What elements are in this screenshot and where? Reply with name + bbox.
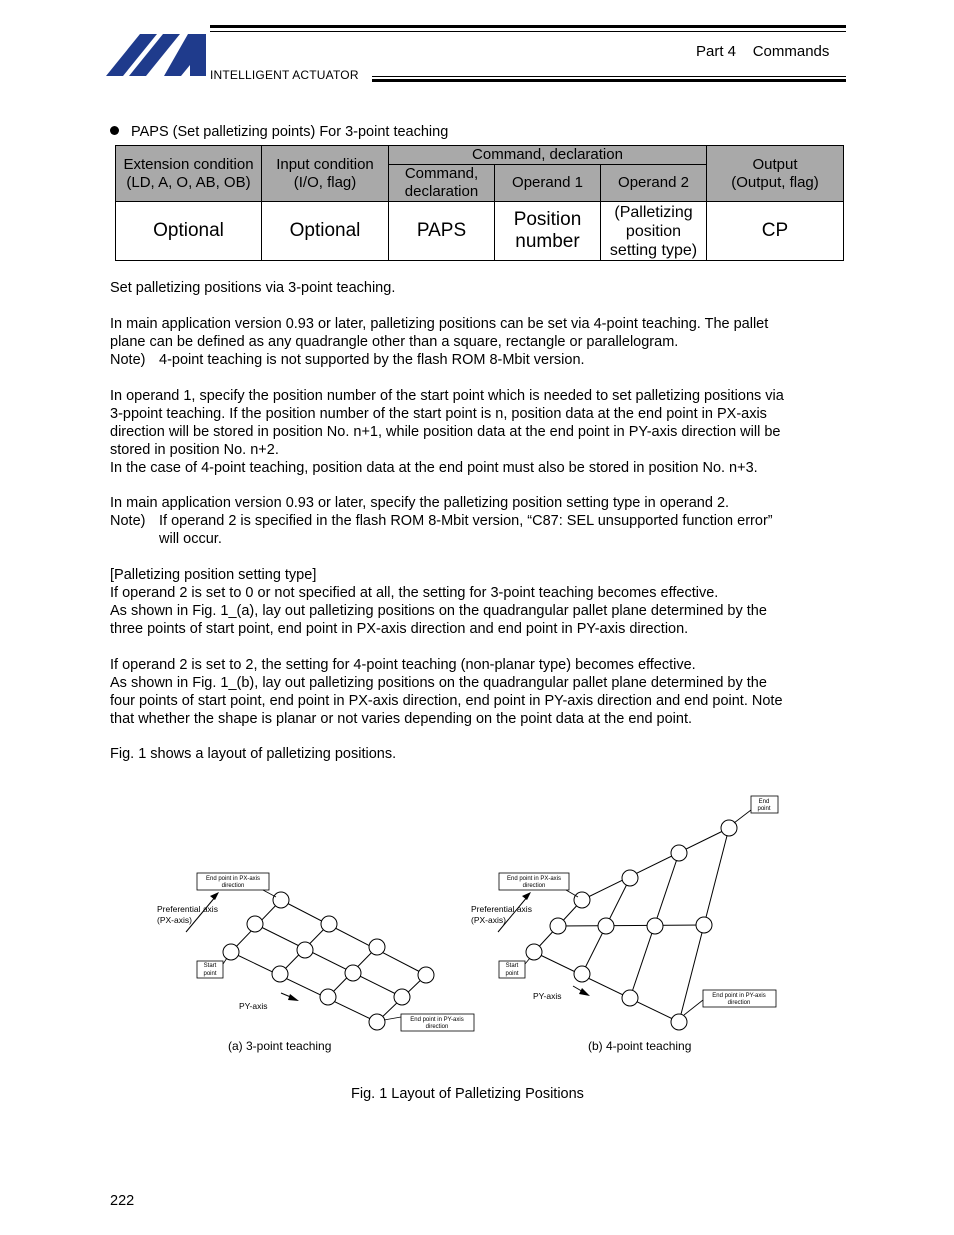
figure-b-end-label-2: point (757, 806, 771, 812)
figure-b-diagram (465, 793, 785, 1038)
figure-b-px-end-label-2: direction (522, 883, 546, 889)
figure-a-py-axis-label: PY-axis (239, 1001, 268, 1011)
brand-name: INTELLIGENT ACTUATOR (210, 68, 359, 82)
figure-a-px-end-label-2: direction (221, 883, 245, 889)
header-command: Command, declaration (389, 165, 495, 202)
cell-extension: Optional (116, 202, 262, 261)
figure-b-py-end-label-1: End point in PY-axis (712, 993, 766, 999)
figure-a-px-arrow (186, 896, 216, 932)
figure-b-pref-label-1: Preferential axis (471, 904, 532, 914)
iai-logo-icon (104, 33, 209, 78)
header-rule-bottom-thick (372, 79, 846, 82)
paragraph-5: [Palletizing position setting type] If operand 2 is set to 0 or not specified at all, the setting for 3-point teaching becomes effective. As shown in Fig. 1_(a), lay out palletizing positions on the quadrangular pallet plane determined by the three points of start point, end point in PX-axis direction and end point in PY-axis direction. (110, 567, 767, 637)
header-output: Output (Output, flag) (707, 146, 844, 202)
header-input-condition: Input condition (I/O, flag) (262, 146, 389, 202)
figure-a-px-end-label-1: End point in PX-axis (205, 876, 261, 882)
header-rule-bottom-thin (372, 76, 846, 77)
figure-b-caption: (b) 4-point teaching (588, 1039, 692, 1053)
figure-b-py-arrowhead (579, 988, 590, 996)
figure-a-py-end-label-2: direction (425, 1024, 449, 1030)
figure-b-px-arrow (498, 896, 528, 932)
figure-a-py-end-label-1: End point in PY-axis (410, 1017, 464, 1023)
figure-a-start-label-1: Start (203, 963, 217, 969)
header-operand2: Operand 2 (601, 165, 707, 202)
header-extension-condition: Extension condition (LD, A, O, AB, OB) (116, 146, 262, 202)
figure-a-diagram (150, 865, 480, 1040)
paragraph-1: Set palletizing positions via 3-point teaching. (110, 280, 396, 296)
section-bullet: PAPS (Set palletizing points) For 3-point teaching (110, 124, 448, 140)
figure-a-pref-label-1: Preferential axis (157, 904, 218, 914)
figure-a-px-arrowhead (210, 892, 219, 900)
header-command-group: Command, declaration (389, 146, 707, 165)
cell-operand2: (Palletizing position setting type) (601, 202, 707, 261)
paragraph-2: In main application version 0.93 or later, palletizing positions can be set via 4-point teaching. The pallet plane can be defined as any quadrangle other than a square, rectangle or parallelogram. Note) 4-point teaching is not supported by the flash ROM 8-Mbit version. (110, 316, 769, 368)
figure-b-py-end-label-2: direction (727, 1000, 751, 1006)
paragraph-6: If operand 2 is set to 2, the setting for 4-point teaching (non-planar type) becomes effective. As shown in Fig. 1_(b), lay out palletizing positions on the quadrangular pallet plane determined by the four points of start point, end point in PX-axis direction, end point in PY-axis direction and end point. Note that whether the shape is planar or not varies depending on the point data at the end point. (110, 657, 783, 727)
figure-b-pref-label-2: (PX-axis) (471, 915, 506, 925)
command-table (115, 145, 844, 261)
bullet-dot-icon (110, 126, 119, 135)
figure-a-start-label-2: point (203, 971, 217, 977)
paragraph-7: Fig. 1 shows a layout of palletizing positions. (110, 746, 397, 762)
header-operand1: Operand 1 (495, 165, 601, 202)
paragraph-3: In operand 1, specify the position number of the start point which is needed to set palletizing positions via 3-ppoint teaching. If the position number of the start point is n, position data at the end point in PX-axis direction will be stored in position No. n+1, while position data at the end point in PY-axis direction will be stored in position No. n+2. In the case of 4-point teaching, position data at the end point must also be stored in position No. n+3. (110, 388, 784, 476)
figure-b-py-axis-label: PY-axis (533, 991, 562, 1001)
header-rule-top-thin (210, 31, 846, 32)
figure-b-start-label-1: Start (505, 963, 519, 969)
header-rule-top-thick (210, 25, 846, 28)
figure-caption: Fig. 1 Layout of Palletizing Positions (351, 1086, 584, 1102)
cell-command: PAPS (389, 202, 495, 261)
figure-b-px-arrowhead (522, 892, 531, 900)
page-number: 222 (110, 1193, 135, 1209)
figure-a-py-arrowhead (288, 994, 299, 1001)
paragraph-4: In main application version 0.93 or later, specify the palletizing position setting type in operand 2. Note) If operand 2 is specified in the flash ROM 8-Mbit version, “C87: SEL unsupported function error” will occur. (110, 495, 773, 547)
cell-output: CP (707, 202, 844, 261)
cell-input: Optional (262, 202, 389, 261)
figure-b-px-end-label-1: End point in PX-axis (506, 876, 562, 882)
figure-a-pref-label-2: (PX-axis) (157, 915, 192, 925)
figure-b-end-label-1: End (758, 799, 770, 805)
header-part: Part 4 Commands (696, 43, 830, 60)
figure-a-caption: (a) 3-point teaching (228, 1039, 332, 1053)
figure-b-start-label-2: point (505, 971, 519, 977)
cell-operand1: Position number (495, 202, 601, 261)
